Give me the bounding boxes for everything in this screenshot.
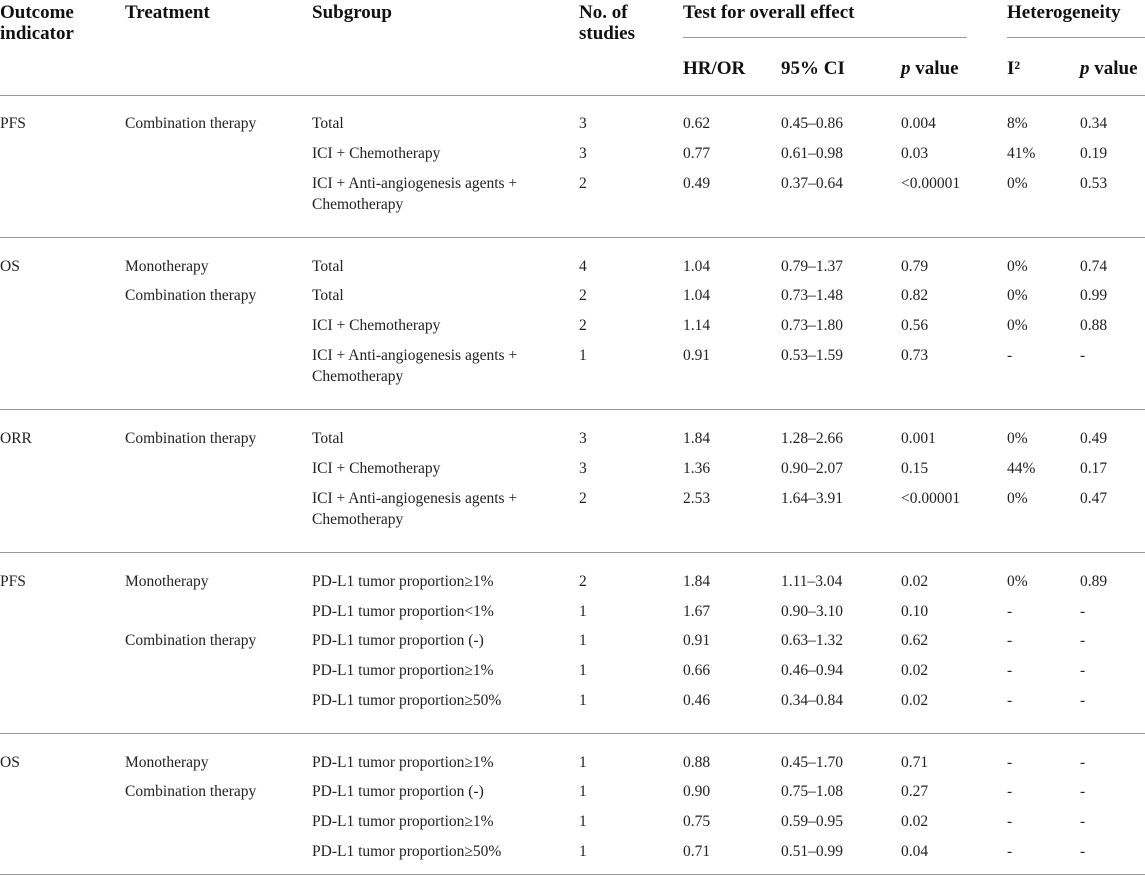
ci-cell: 0.46–0.94 [781,662,843,679]
hr-cell: 1.14 [683,317,711,334]
treatment-cell: Combination therapy [125,632,257,649]
studies-cell: 3 [579,430,587,447]
hr-cell: 0.88 [683,754,711,771]
treatment-cell: Combination therapy [125,430,257,447]
het-p-value-cell: - [1080,754,1086,771]
subgroup-cell: PD-L1 tumor proportion≥1% [312,754,494,771]
studies-cell: 2 [579,287,587,304]
i2-cell: - [1007,783,1013,800]
header-het-p-word: value [1094,58,1138,79]
i2-cell: - [1007,692,1013,709]
het-p-value-cell: - [1080,813,1086,830]
ci-cell: 0.90–2.07 [781,460,843,477]
p-value-cell: 0.02 [901,692,929,709]
p-value-cell: 0.79 [901,258,929,275]
i2-cell: 0% [1007,573,1028,590]
hr-cell: 0.71 [683,843,711,860]
outcome-cell: ORR [0,430,32,447]
studies-cell: 3 [579,460,587,477]
hr-cell: 0.49 [683,175,711,192]
header-heterogeneity: Heterogeneity [1007,2,1121,23]
i2-cell: 0% [1007,258,1028,275]
ci-cell: 0.90–3.10 [781,603,843,620]
header-bottom-rule [0,95,1145,96]
heterogeneity-rule [1007,37,1145,38]
p-value-cell: 0.004 [901,115,936,132]
subgroup-cell: ICI + Anti-angiogenesis agents + Chemotherapy [312,490,518,528]
i2-cell: - [1007,632,1013,649]
header-outcome: Outcome indicator [0,2,74,44]
p-value-cell: 0.001 [901,430,936,447]
het-p-value-cell: 0.88 [1080,317,1108,334]
het-p-value-cell: 0.34 [1080,115,1108,132]
hr-cell: 0.75 [683,813,711,830]
treatment-cell: Monotherapy [125,754,209,771]
section-rule [0,237,1145,238]
treatment-cell: Monotherapy [125,573,209,590]
studies-cell: 4 [579,258,587,275]
studies-cell: 1 [579,783,587,800]
ci-cell: 0.61–0.98 [781,145,843,162]
ci-cell: 0.79–1.37 [781,258,843,275]
p-value-cell: 0.03 [901,145,929,162]
p-value-cell: 0.27 [901,783,929,800]
hr-cell: 0.62 [683,115,711,132]
section-rule [0,409,1145,410]
header-studies: No. of studies [579,2,635,44]
p-value-cell: 0.02 [901,813,929,830]
header-het-p-value [1080,58,1138,79]
header-het-p-italic: p [1080,58,1090,79]
hr-cell: 0.91 [683,632,711,649]
het-p-value-cell: 0.89 [1080,573,1108,590]
subgroup-cell: PD-L1 tumor proportion≥50% [312,692,502,709]
outcome-cell: PFS [0,115,26,132]
subgroup-cell: Total [312,258,344,275]
studies-cell: 1 [579,662,587,679]
subgroup-cell: PD-L1 tumor proportion (-) [312,632,484,649]
subgroup-cell: PD-L1 tumor proportion≥1% [312,573,494,590]
hr-cell: 1.36 [683,460,711,477]
p-value-cell: 0.73 [901,347,929,364]
i2-cell: - [1007,347,1013,364]
het-p-value-cell: - [1080,783,1086,800]
het-p-value-cell: 0.74 [1080,258,1108,275]
subgroup-cell: ICI + Anti-angiogenesis agents + Chemotherapy [312,175,518,213]
header-treatment: Treatment [125,2,210,23]
i2-cell: 0% [1007,317,1028,334]
studies-cell: 2 [579,317,587,334]
overall-effect-rule [683,37,967,38]
p-value-cell: 0.71 [901,754,929,771]
het-p-value-cell: 0.53 [1080,175,1108,192]
treatment-cell: Combination therapy [125,287,257,304]
subgroup-cell: Total [312,430,344,447]
header-ci: 95% CI [781,58,845,79]
subgroup-cell: PD-L1 tumor proportion≥1% [312,662,494,679]
outcome-cell: PFS [0,573,26,590]
het-p-value-cell: 0.19 [1080,145,1108,162]
het-p-value-cell: - [1080,347,1086,364]
studies-cell: 2 [579,490,587,507]
section-rule [0,733,1145,734]
p-value-cell: 0.56 [901,317,929,334]
subgroup-cell: PD-L1 tumor proportion≥1% [312,813,494,830]
subgroup-cell: ICI + Chemotherapy [312,145,441,162]
subgroup-cell: ICI + Anti-angiogenesis agents + Chemotherapy [312,347,518,385]
hr-cell: 1.84 [683,573,711,590]
section-rule [0,874,1145,875]
header-hr-or: HR/OR [683,58,746,79]
subgroup-cell: ICI + Chemotherapy [312,317,441,334]
i2-cell: - [1007,813,1013,830]
p-value-cell: <0.00001 [901,490,961,507]
ci-cell: 0.73–1.48 [781,287,843,304]
studies-cell: 2 [579,175,587,192]
header-p-italic: p [901,58,911,79]
hr-cell: 0.77 [683,145,711,162]
header-p-word: value [915,58,959,79]
hr-cell: 2.53 [683,490,711,507]
ci-cell: 0.75–1.08 [781,783,843,800]
i2-cell: - [1007,603,1013,620]
hr-cell: 0.91 [683,347,711,364]
hr-cell: 0.90 [683,783,711,800]
hr-cell: 1.67 [683,603,711,620]
hr-cell: 1.04 [683,287,711,304]
studies-cell: 1 [579,813,587,830]
het-p-value-cell: - [1080,632,1086,649]
ci-cell: 0.51–0.99 [781,843,843,860]
i2-cell: - [1007,754,1013,771]
subgroup-cell: ICI + Chemotherapy [312,460,441,477]
ci-cell: 1.28–2.66 [781,430,843,447]
treatment-cell: Combination therapy [125,783,257,800]
ci-cell: 0.73–1.80 [781,317,843,334]
p-value-cell: 0.62 [901,632,929,649]
ci-cell: 0.34–0.84 [781,692,843,709]
p-value-cell: 0.10 [901,603,929,620]
p-value-cell: 0.02 [901,573,929,590]
studies-cell: 1 [579,754,587,771]
subgroup-cell: PD-L1 tumor proportion<1% [312,603,494,620]
p-value-cell: 0.15 [901,460,929,477]
i2-cell: - [1007,662,1013,679]
het-p-value-cell: - [1080,603,1086,620]
treatment-cell: Monotherapy [125,258,209,275]
het-p-value-cell: 0.47 [1080,490,1108,507]
studies-cell: 1 [579,632,587,649]
hr-cell: 0.66 [683,662,711,679]
subgroup-cell: Total [312,287,344,304]
header-subgroup: Subgroup [312,2,392,23]
header-i2: I² [1007,58,1021,79]
studies-cell: 3 [579,115,587,132]
hr-cell: 0.46 [683,692,711,709]
ci-cell: 0.37–0.64 [781,175,843,192]
p-value-cell: 0.02 [901,662,929,679]
header-p-value [901,58,959,79]
ci-cell: 0.59–0.95 [781,813,843,830]
ci-cell: 0.53–1.59 [781,347,843,364]
i2-cell: 0% [1007,287,1028,304]
ci-cell: 1.64–3.91 [781,490,843,507]
ci-cell: 0.63–1.32 [781,632,843,649]
ci-cell: 0.45–0.86 [781,115,843,132]
studies-cell: 1 [579,843,587,860]
studies-cell: 1 [579,692,587,709]
het-p-value-cell: 0.49 [1080,430,1108,447]
studies-cell: 1 [579,347,587,364]
ci-cell: 1.11–3.04 [781,573,843,590]
treatment-cell: Combination therapy [125,115,257,132]
i2-cell: 0% [1007,175,1028,192]
i2-cell: 41% [1007,145,1036,162]
i2-cell: 0% [1007,490,1028,507]
p-value-cell: 0.04 [901,843,929,860]
het-p-value-cell: 0.17 [1080,460,1108,477]
ci-cell: 0.45–1.70 [781,754,843,771]
studies-cell: 3 [579,145,587,162]
outcome-cell: OS [0,258,20,275]
het-p-value-cell: - [1080,662,1086,679]
subgroup-cell: PD-L1 tumor proportion (-) [312,783,484,800]
het-p-value-cell: - [1080,692,1086,709]
i2-cell: 44% [1007,460,1036,477]
hr-cell: 1.84 [683,430,711,447]
studies-cell: 2 [579,573,587,590]
i2-cell: 8% [1007,115,1028,132]
section-rule [0,552,1145,553]
het-p-value-cell: - [1080,843,1086,860]
hr-cell: 1.04 [683,258,711,275]
subgroup-cell: PD-L1 tumor proportion≥50% [312,843,502,860]
i2-cell: 0% [1007,430,1028,447]
subgroup-cell: Total [312,115,344,132]
het-p-value-cell: 0.99 [1080,287,1108,304]
studies-cell: 1 [579,603,587,620]
outcome-cell: OS [0,754,20,771]
p-value-cell: 0.82 [901,287,929,304]
header-overall-effect: Test for overall effect [683,2,855,23]
p-value-cell: <0.00001 [901,175,961,192]
i2-cell: - [1007,843,1013,860]
